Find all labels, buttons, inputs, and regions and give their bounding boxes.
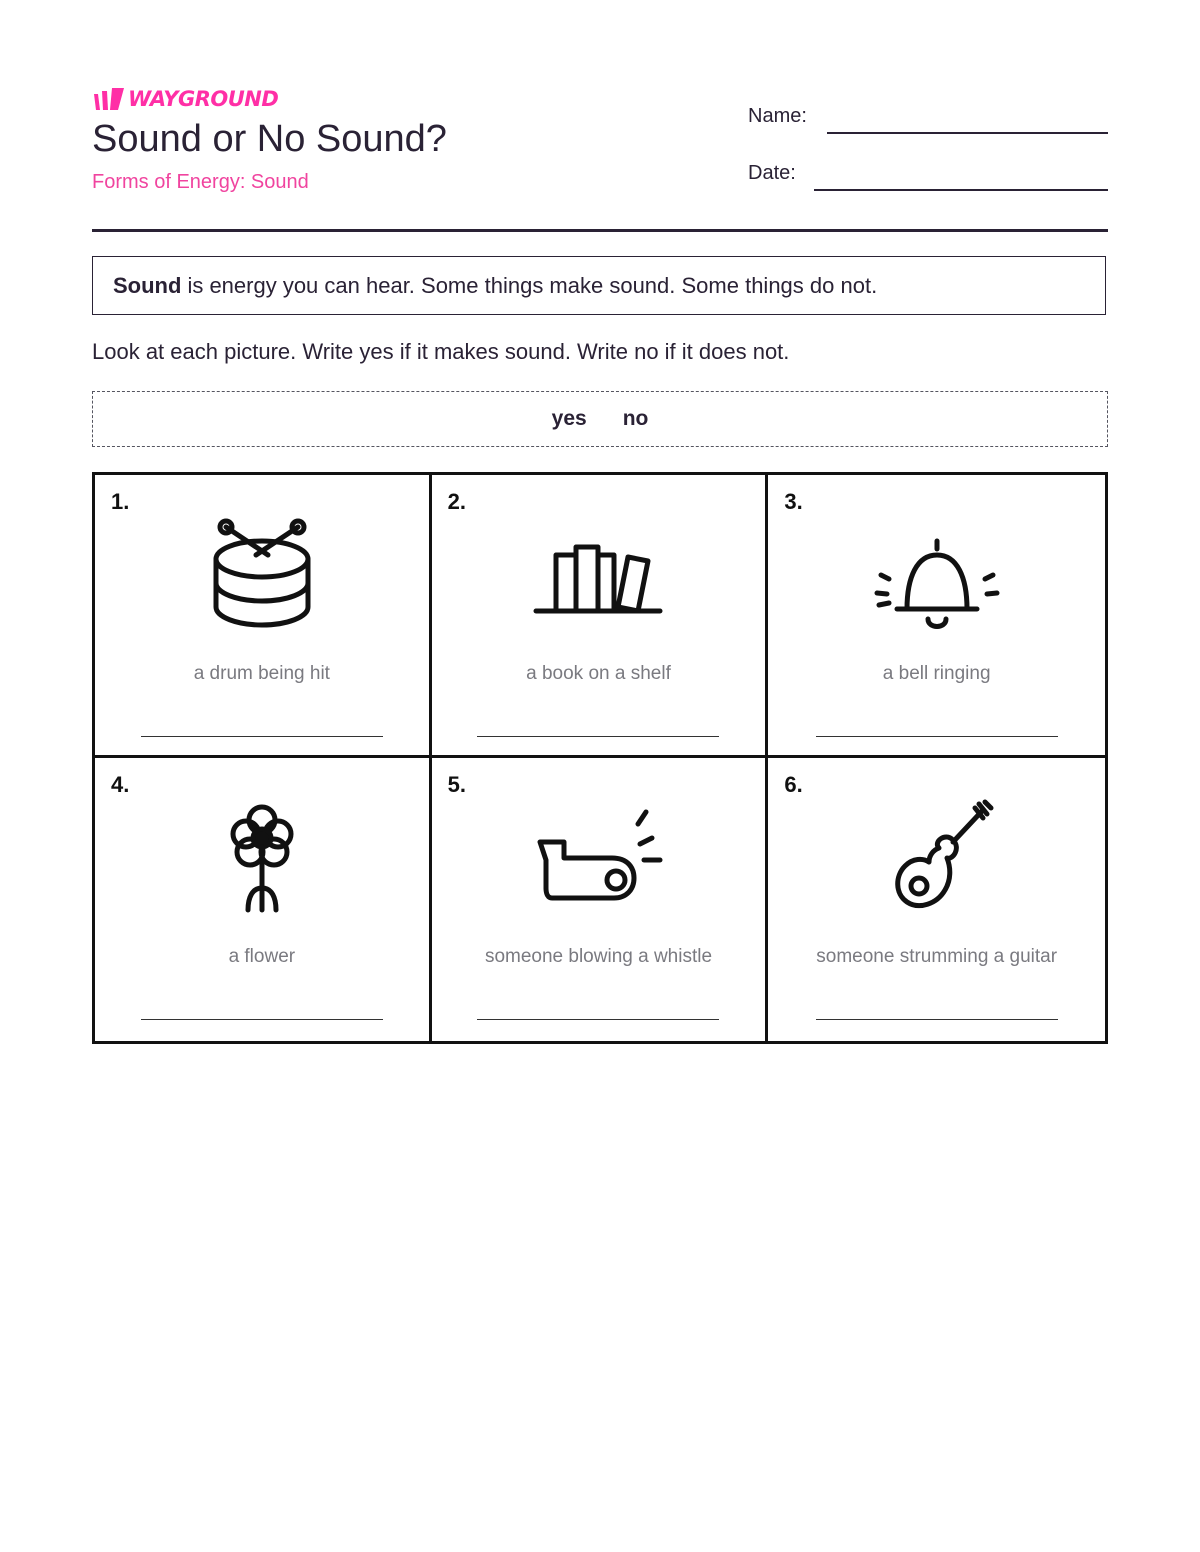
answer-field[interactable] [816,1019,1058,1020]
word-bank-item: no [622,407,649,430]
date-label: Date: [748,162,796,184]
item-number: 5. [447,772,467,797]
items-grid [92,472,1108,1044]
item-caption: a book on a shelf [526,663,671,684]
item-number: 3. [784,489,803,514]
item-number: 1. [111,489,130,514]
item-number: 6. [784,772,803,797]
word-bank-item: yes [551,407,587,430]
header-divider [92,229,1108,232]
answer-field[interactable] [816,736,1058,737]
books-on-shelf-icon [528,515,668,635]
answer-field[interactable] [477,736,719,737]
date-field[interactable] [814,189,1108,191]
worksheet-subtitle: Forms of Energy: Sound [92,171,309,193]
definition-text: is energy you can hear. Some things make sound. Some things do not. [187,272,878,298]
item-card [95,758,432,1041]
wayground-logo-icon [92,86,126,112]
item-caption: a drum being hit [193,663,330,684]
answer-field[interactable] [141,1019,383,1020]
worksheet-title: Sound or No Sound? [92,118,447,160]
definition-box [92,256,1106,315]
definition-term: Sound [113,272,182,298]
word-bank [92,391,1108,447]
item-card [95,475,432,758]
item-caption: a bell ringing [882,663,991,684]
item-number: 2. [447,489,467,514]
item-card [768,758,1105,1041]
item-caption: a flower [228,946,296,967]
item-caption: someone strumming a guitar [816,946,1058,967]
item-card [768,475,1105,758]
item-card [432,758,769,1041]
answer-field[interactable] [477,1019,719,1020]
name-label: Name: [748,105,807,127]
bell-ringing-icon [867,515,1007,635]
brand-name: WAYGROUND [128,87,279,111]
instructions: Look at each picture. Write yes if it makes sound. Write no if it does not. [92,339,790,364]
brand-logo [92,86,278,112]
guitar-icon [867,798,1007,918]
item-caption: someone blowing a whistle [484,946,713,967]
whistle-icon [528,798,668,918]
name-field[interactable] [827,132,1108,134]
flower-icon [192,798,332,918]
item-card [432,475,769,758]
answer-field[interactable] [141,736,383,737]
drum-icon [192,515,332,635]
item-number: 4. [111,772,130,797]
